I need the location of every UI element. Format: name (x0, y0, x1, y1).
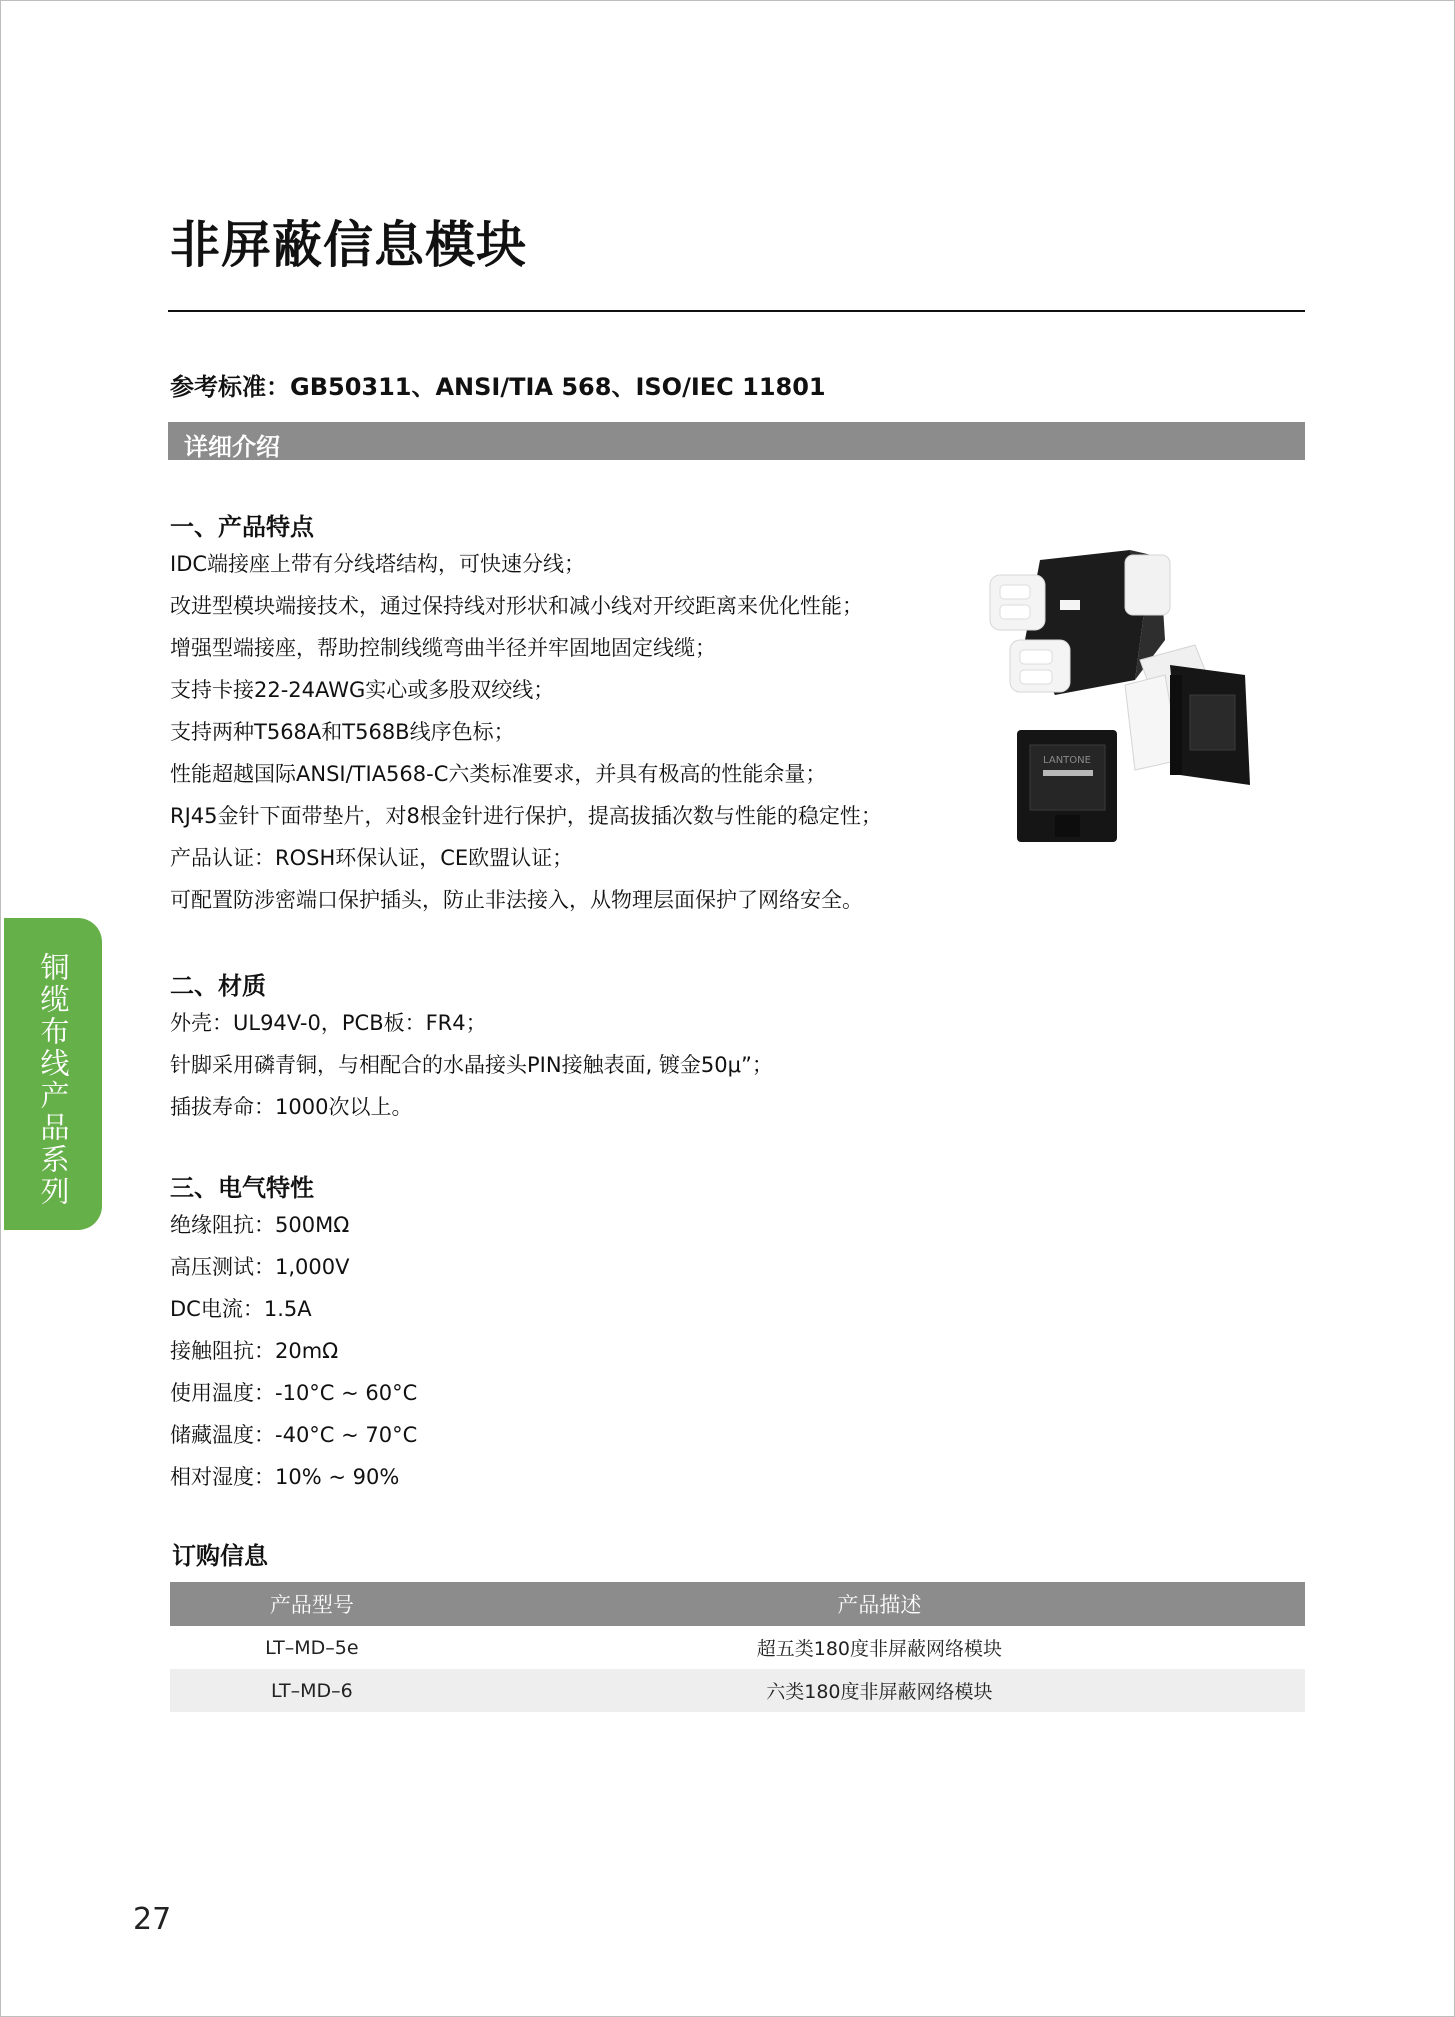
keystone-module-1 (990, 550, 1170, 695)
module-brand-text: LANTONE (1043, 755, 1091, 766)
material-line: 插拔寿命：1000次以上。 (170, 1095, 413, 1119)
material-list (170, 1002, 773, 1128)
table-row (170, 1626, 1305, 1669)
electrical-line: 高压测试：1,000V (170, 1255, 350, 1279)
electrical-heading: 三、电气特性 (170, 1174, 314, 1202)
features-list (170, 543, 882, 921)
electrical-line: 使用温度：-10°C ~ 60°C (170, 1381, 418, 1405)
cell-model: LT–MD–6 (170, 1669, 454, 1712)
material-line: 外壳：UL94V-0，PCB板：FR4； (170, 1011, 487, 1035)
cell-model: LT–MD–5e (265, 1636, 359, 1659)
feature-line: 产品认证：ROSH环保认证，CE欧盟认证； (170, 846, 574, 870)
detail-section-label: 详细介绍 (184, 433, 280, 461)
side-category-tab (4, 918, 102, 1230)
feature-line: 改进型模块端接技术，通过保持线对形状和减小线对开绞距离来优化性能； (170, 594, 863, 618)
feature-line: 支持卡接22-24AWG实心或多股双绞线； (170, 678, 555, 702)
material-line: 针脚采用磷青铜，与相配合的水晶接头PIN接触表面, 镀金50μ”； (170, 1053, 773, 1077)
side-category-label: 铜缆布线产品系列 (36, 952, 71, 1208)
features-heading: 一、产品特点 (170, 513, 314, 541)
electrical-line: 储藏温度：-40°C ~ 70°C (170, 1423, 418, 1447)
feature-line: 增强型端接座，帮助控制线缆弯曲半径并牢固地固定线缆； (170, 636, 716, 660)
electrical-line: 接触阻抗：20mΩ (170, 1339, 339, 1363)
detail-section-bar (168, 422, 1305, 460)
feature-line: 可配置防涉密端口保护插头，防止非法接入，从物理层面保护了网络安全。 (170, 888, 863, 912)
reference-standard: 参考标准：GB50311、ANSI/TIA 568、ISO/IEC 11801 (170, 373, 826, 401)
order-info-title: 订购信息 (172, 1542, 268, 1570)
product-image (985, 545, 1295, 845)
cell-description: 六类180度非屏蔽网络模块 (454, 1669, 1305, 1712)
material-heading: 二、材质 (170, 972, 266, 1000)
page-number: 27 (133, 1902, 172, 1937)
electrical-list (170, 1204, 417, 1498)
electrical-line: 相对湿度：10% ~ 90% (170, 1465, 400, 1489)
feature-line: RJ45金针下面带垫片，对8根金针进行保护，提高拔插次数与性能的稳定性； (170, 804, 882, 828)
order-table (170, 1582, 1305, 1712)
keystone-module-2 (1017, 730, 1117, 842)
keystone-module-3 (1125, 645, 1250, 785)
electrical-line: 绝缘阻抗：500MΩ (170, 1213, 350, 1237)
column-header-description: 产品描述 (454, 1582, 1305, 1626)
page-title: 非屏蔽信息模块 (170, 216, 527, 274)
feature-line: IDC端接座上带有分线塔结构，可快速分线； (170, 552, 586, 576)
column-header-model: 产品型号 (170, 1582, 454, 1626)
table-header-row (170, 1582, 1305, 1626)
cell-description: 超五类180度非屏蔽网络模块 (756, 1638, 1003, 1660)
electrical-line: DC电流：1.5A (170, 1297, 312, 1321)
table-row (170, 1669, 1305, 1712)
feature-line: 支持两种T568A和T568B线序色标； (170, 720, 515, 744)
feature-line: 性能超越国际ANSI/TIA568-C六类标准要求，并具有极高的性能余量； (170, 762, 827, 786)
title-divider (168, 310, 1305, 312)
